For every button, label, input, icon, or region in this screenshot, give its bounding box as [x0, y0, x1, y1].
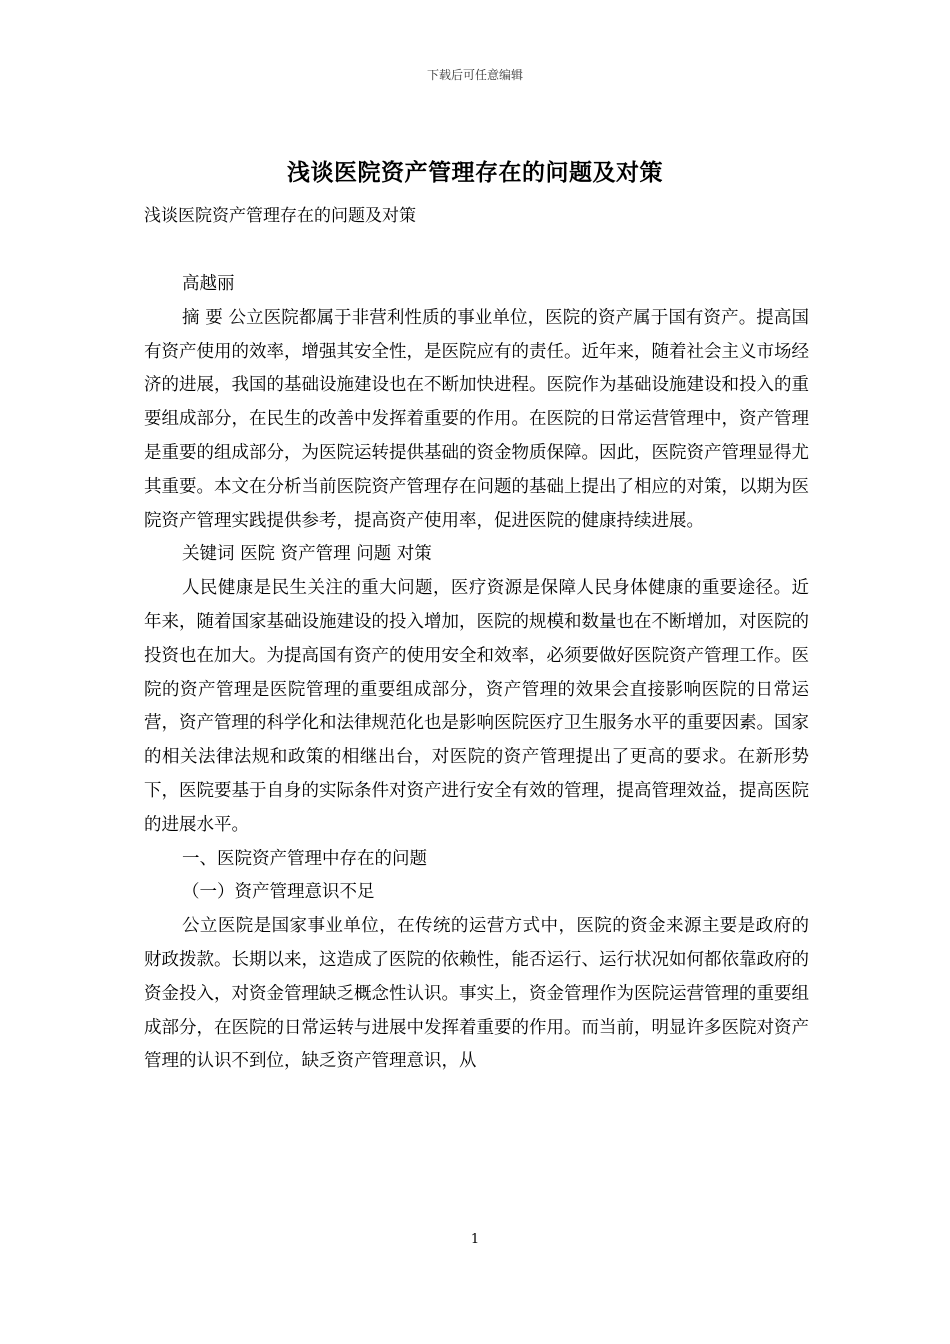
- document-body: [144, 268, 809, 1079]
- document-subtitle: 浅谈医院资产管理存在的问题及对策: [144, 206, 416, 226]
- page-number: 1: [470, 1232, 480, 1247]
- subsection-paragraph: 公立医院是国家事业单位，在传统的运营方式中，医院的资金来源主要是政府的财政拨款。长期以来，这造成了医院的依赖性，能否运行、运行状况如何都依靠政府的资金投入，对资金管理缺乏概念性认识。事实上，资金管理作为医院运营管理的重要组成部分，在医院的日常运转与进展中发挥着重要的作用。而当前，明显许多医院对资产管理的认识不到位，缺乏资产管理意识，从: [144, 916, 809, 1072]
- subsection-heading: （一）资产管理意识不足: [182, 882, 375, 903]
- keywords-line: 关键词 医院 资产管理 问题 对策: [182, 544, 432, 565]
- author-name: 高越丽: [182, 274, 235, 294]
- document-title: 浅谈医院资产管理存在的问题及对策: [287, 159, 663, 186]
- section-heading: 一、医院资产管理中存在的问题: [182, 848, 427, 869]
- abstract-paragraph: 摘 要 公立医院都属于非营利性质的事业单位，医院的资产属于国有资产。提高国有资产使用的效率，增强其安全性，是医院应有的责任。近年来，随着社会主义市场经济的进展，我国的基础设施建设也在不断加快进程。医院作为基础设施建设和投入的重要组成部分，在民生的改善中发挥着重要的作用。在医院的日常运营管理中，资产管理是重要的组成部分，为医院运转提供基础的资金物质保障。因此，医院资产管理显得尤其重要。本文在分析当前医院资产管理存在问题的基础上提出了相应的对策，以期为医院资产管理实践提供参考，提高资产使用率，促进医院的健康持续进展。: [144, 307, 809, 531]
- intro-paragraph: 人民健康是民生关注的重大问题，医疗资源是保障人民身体健康的重要途径。近年来，随着国家基础设施建设的投入增加，医院的规模和数量也在不断增加，对医院的投资也在加大。为提高国有资产的使用安全和效率，必须要做好医院资产管理工作。医院的资产管理是医院管理的重要组成部分，资产管理的效果会直接影响医院的日常运营，资产管理的科学化和法律规范化也是影响医院医疗卫生服务水平的重要因素。国家的相关法律法规和政策的相继出台，对医院的资产管理提出了更高的要求。在新形势下，医院要基于自身的实际条件对资产进行安全有效的管理，提高管理效益，提高医院的进展水平。: [144, 578, 809, 835]
- header-note: 下载后可任意编辑: [426, 68, 523, 82]
